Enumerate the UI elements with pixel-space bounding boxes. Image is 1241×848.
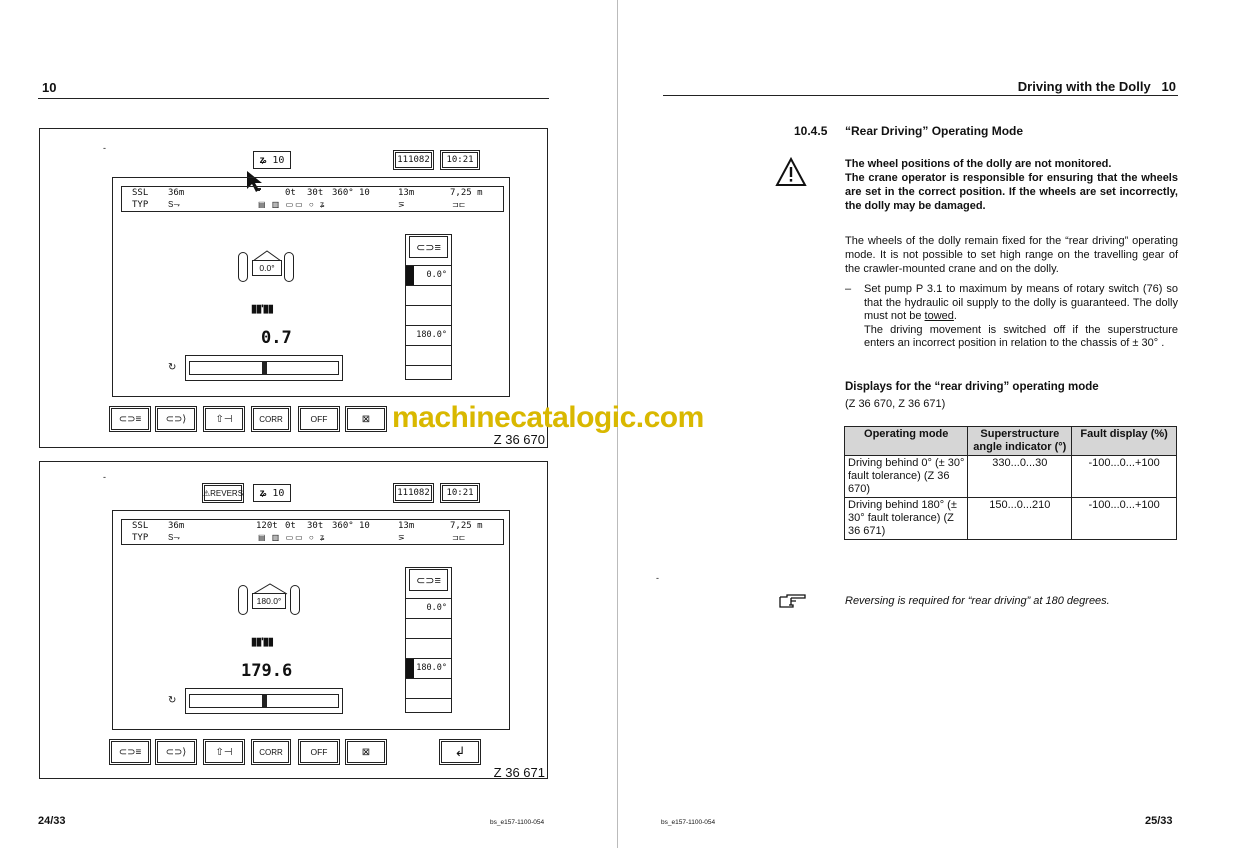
distance-value: 13m bbox=[398, 521, 415, 531]
strip-symbols: ▤ ▥ ▭▭ ○ ʑ bbox=[258, 533, 327, 542]
right-header-title: Driving with the Dolly bbox=[1017, 79, 1151, 94]
reverse-label: REVERS bbox=[210, 488, 244, 498]
distance-value: 13m bbox=[398, 188, 415, 198]
load-1 bbox=[258, 188, 260, 190]
ssl-value: 36m bbox=[168, 188, 185, 198]
column-value-0: 0.0° bbox=[426, 270, 447, 280]
table-cell: 150...0...210 bbox=[968, 498, 1072, 540]
column-cell bbox=[406, 365, 451, 385]
width-value: 7,25 m bbox=[450, 521, 483, 531]
time-value: 10:21 bbox=[446, 488, 474, 498]
table-cell: Driving behind 0° (± 30° fault tolerance) (Z 36 670) bbox=[845, 456, 968, 498]
status-strip bbox=[121, 186, 504, 212]
typ-symbol-icon: S⇁ bbox=[168, 200, 181, 209]
bullet-dash: – bbox=[845, 283, 852, 295]
position-marker bbox=[406, 266, 414, 285]
bullet-body bbox=[864, 283, 1178, 324]
code-value: 111082 bbox=[397, 488, 430, 498]
softkey-enter-button[interactable]: ↲ bbox=[441, 741, 479, 763]
dolly-wheels-icon: ▮▮'▮▮ bbox=[251, 636, 273, 648]
ssl-label: SSL bbox=[132, 521, 149, 531]
hook-indicator bbox=[253, 151, 291, 169]
margin-mark: - bbox=[656, 573, 659, 583]
left-header-rule bbox=[38, 98, 549, 99]
hook-value: 10 bbox=[272, 487, 285, 499]
bullet-item bbox=[845, 283, 1178, 351]
column-cell bbox=[406, 698, 451, 718]
column-cell bbox=[406, 325, 451, 345]
hook-count: 10 bbox=[359, 521, 370, 531]
table-header-row bbox=[845, 427, 1177, 456]
column-value-1: 180.0° bbox=[416, 663, 447, 673]
softkey-off-button[interactable] bbox=[300, 408, 338, 430]
fault-needle bbox=[262, 362, 267, 374]
table-header: Fault display (%) bbox=[1072, 427, 1177, 456]
section-number: 10.4.5 bbox=[794, 124, 828, 138]
column-cell bbox=[406, 658, 451, 678]
crane-plan-view bbox=[238, 250, 294, 286]
big-value: 0.7 bbox=[261, 328, 292, 348]
off-label: OFF bbox=[310, 414, 328, 424]
right-running-header bbox=[1018, 79, 1176, 94]
right-header-rule bbox=[663, 95, 1178, 96]
hook-icon: ʑ bbox=[259, 154, 267, 166]
dolly-mode-icon: ⊂⊃≡ bbox=[409, 569, 448, 591]
corr-label: CORR bbox=[259, 414, 283, 424]
screen-panel-2 bbox=[39, 461, 548, 779]
right-chapter-number: 10 bbox=[1161, 79, 1176, 94]
left-chapter-number: 10 bbox=[42, 80, 57, 95]
strip-symbols: ▤ ▥ ▭▭ ○ ʑ bbox=[258, 200, 327, 209]
displays-heading: Displays for the “rear driving” operating mode bbox=[845, 381, 1099, 393]
time-value: 10:21 bbox=[446, 155, 474, 165]
warning-text bbox=[845, 157, 1178, 213]
softkey-dolly-button[interactable]: ⊂⊃≡ bbox=[111, 741, 149, 763]
bullet-text-underlined: towed bbox=[924, 310, 954, 322]
load-2: 0t bbox=[285, 521, 296, 531]
tilt-icon: ⋝ bbox=[398, 533, 405, 542]
softkey-dolly-forward-button[interactable]: ⊂⊃⟩ bbox=[157, 408, 195, 430]
typ-label: TYP bbox=[132, 200, 149, 210]
table-cell: Driving behind 180° (± 30° fault tolerance) (Z 36 671) bbox=[845, 498, 968, 540]
figure-id: Z 36 671 bbox=[493, 765, 545, 780]
softkey-dolly-button[interactable]: ⊂⊃≡ bbox=[111, 408, 149, 430]
position-marker bbox=[406, 659, 414, 678]
off-label: OFF bbox=[310, 747, 328, 757]
dolly-mode-icon: ⊂⊃≡ bbox=[409, 236, 448, 258]
fault-bar bbox=[185, 688, 343, 714]
bullet-text-2: . bbox=[953, 310, 957, 322]
softkey-steer-button[interactable]: ⇧⊣ bbox=[205, 408, 243, 430]
displays-subheading: (Z 36 670, Z 36 671) bbox=[845, 398, 946, 410]
angle-value: 360° bbox=[332, 521, 354, 531]
section-title: “Rear Driving” Operating Mode bbox=[845, 124, 1024, 138]
crawler-left bbox=[238, 252, 248, 282]
reverse-indicator bbox=[204, 485, 242, 501]
column-cell bbox=[406, 638, 451, 658]
track-icon: ⊐⊏ bbox=[452, 200, 466, 209]
displays-table bbox=[844, 426, 1177, 540]
table-cell: 330...0...30 bbox=[968, 456, 1072, 498]
column-cell bbox=[406, 285, 451, 305]
crawler-left bbox=[238, 585, 248, 615]
table-row bbox=[845, 456, 1177, 498]
typ-symbol-icon: S⇁ bbox=[168, 533, 181, 542]
ssl-value: 36m bbox=[168, 521, 185, 531]
frame-angle: 0.0° bbox=[252, 260, 282, 276]
fault-bar-inner bbox=[189, 694, 339, 708]
right-doc-code: bs_e157-1100-054 bbox=[661, 819, 716, 826]
rotation-icon: ↻ bbox=[168, 695, 177, 706]
softkey-dolly-forward-button[interactable]: ⊂⊃⟩ bbox=[157, 741, 195, 763]
fault-bar bbox=[185, 355, 343, 381]
typ-label: TYP bbox=[132, 533, 149, 543]
panel-mark: - bbox=[103, 143, 106, 153]
left-page-number: 24/33 bbox=[38, 815, 66, 827]
softkey-corr-button[interactable] bbox=[253, 741, 289, 763]
column-cell bbox=[406, 618, 451, 638]
hand-pointer-icon bbox=[779, 594, 807, 610]
fault-bar-inner bbox=[189, 361, 339, 375]
fault-needle bbox=[262, 695, 267, 707]
panel-mark: - bbox=[103, 472, 106, 482]
track-icon: ⊐⊏ bbox=[452, 533, 466, 542]
column-value-1: 180.0° bbox=[416, 330, 447, 340]
softkey-corr-button[interactable] bbox=[253, 408, 289, 430]
note-text: Reversing is required for “rear driving” at 180 degrees. bbox=[845, 595, 1110, 607]
dolly-wheels-icon: ▮▮'▮▮ bbox=[251, 303, 273, 315]
column-cell bbox=[406, 305, 451, 325]
warning-triangle-icon bbox=[775, 157, 807, 187]
time-indicator bbox=[442, 152, 478, 168]
crawler-right bbox=[290, 585, 300, 615]
column-value-0: 0.0° bbox=[426, 603, 447, 613]
code-indicator bbox=[395, 152, 432, 168]
softkey-cancel-button[interactable]: ⊠ bbox=[347, 741, 385, 763]
corr-label: CORR bbox=[259, 747, 283, 757]
tilt-icon: ⋝ bbox=[398, 200, 405, 209]
hook-value: 10 bbox=[272, 154, 285, 166]
left-doc-code: bs_e157-1100-054 bbox=[490, 819, 545, 826]
table-cell: -100...0...+100 bbox=[1072, 498, 1177, 540]
bullet-text-1: Set pump P 3.1 to maximum by means of rotary switch (76) so that the hydraulic oil supply to the dolly is guaranteed. The dolly must not be bbox=[864, 283, 1178, 322]
softkey-cancel-button[interactable]: ⊠ bbox=[347, 408, 385, 430]
softkey-steer-button[interactable]: ⇧⊣ bbox=[205, 741, 243, 763]
table-row bbox=[845, 498, 1177, 540]
watermark: machinecatalogic.com bbox=[392, 401, 704, 434]
width-value: 7,25 m bbox=[450, 188, 483, 198]
hook-icon: ʑ bbox=[259, 487, 267, 499]
big-value: 179.6 bbox=[241, 661, 293, 681]
body-paragraph: The wheels of the dolly remain fixed for the “rear driving” operating mode. It is not possible to set high range on the travelling gear of the crawler-mounted crane and on the dolly. bbox=[845, 235, 1178, 275]
warning-line-1: The wheel positions of the dolly are not monitored. bbox=[845, 158, 1112, 170]
table-cell: -100...0...+100 bbox=[1072, 456, 1177, 498]
ssl-label: SSL bbox=[132, 188, 149, 198]
load-3: 30t bbox=[307, 521, 324, 531]
load-1: 120t bbox=[256, 521, 278, 531]
column-cell bbox=[406, 345, 451, 365]
warning-small-icon: ⚠ bbox=[202, 488, 211, 498]
code-value: 111082 bbox=[397, 155, 430, 165]
hook-count: 10 bbox=[359, 188, 370, 198]
figure-id: Z 36 670 bbox=[493, 432, 545, 447]
column-cell bbox=[406, 265, 451, 285]
load-3: 30t bbox=[307, 188, 324, 198]
status-strip bbox=[121, 519, 504, 545]
crawler-right bbox=[284, 252, 294, 282]
column-cell bbox=[406, 678, 451, 698]
time-indicator bbox=[442, 485, 478, 501]
softkey-off-button[interactable] bbox=[300, 741, 338, 763]
load-2: 0t bbox=[285, 188, 296, 198]
warning-line-2: The crane operator is responsible for ensuring that the wheels are set in the correct position. If the wheels are set incorrectly, the dolly may be damaged. bbox=[845, 172, 1178, 212]
hook-indicator bbox=[253, 484, 291, 502]
crane-plan-view bbox=[238, 583, 300, 619]
main-display-2 bbox=[112, 510, 510, 730]
screen-panel-1 bbox=[39, 128, 548, 448]
code-indicator bbox=[395, 485, 432, 501]
main-display-1 bbox=[112, 177, 510, 397]
column-cell bbox=[406, 598, 451, 618]
frame-angle: 180.0° bbox=[252, 593, 286, 609]
rotation-icon: ↻ bbox=[168, 362, 177, 373]
table-header: Operating mode bbox=[845, 427, 968, 456]
right-page-number: 25/33 bbox=[1145, 815, 1173, 827]
bullet-text-3: The driving movement is switched off if the superstructure enters an incorrect position in relation to the chassis of ± 30° . bbox=[864, 323, 1178, 349]
angle-value: 360° bbox=[332, 188, 354, 198]
table-header: Superstructure angle indicator (°) bbox=[968, 427, 1072, 456]
